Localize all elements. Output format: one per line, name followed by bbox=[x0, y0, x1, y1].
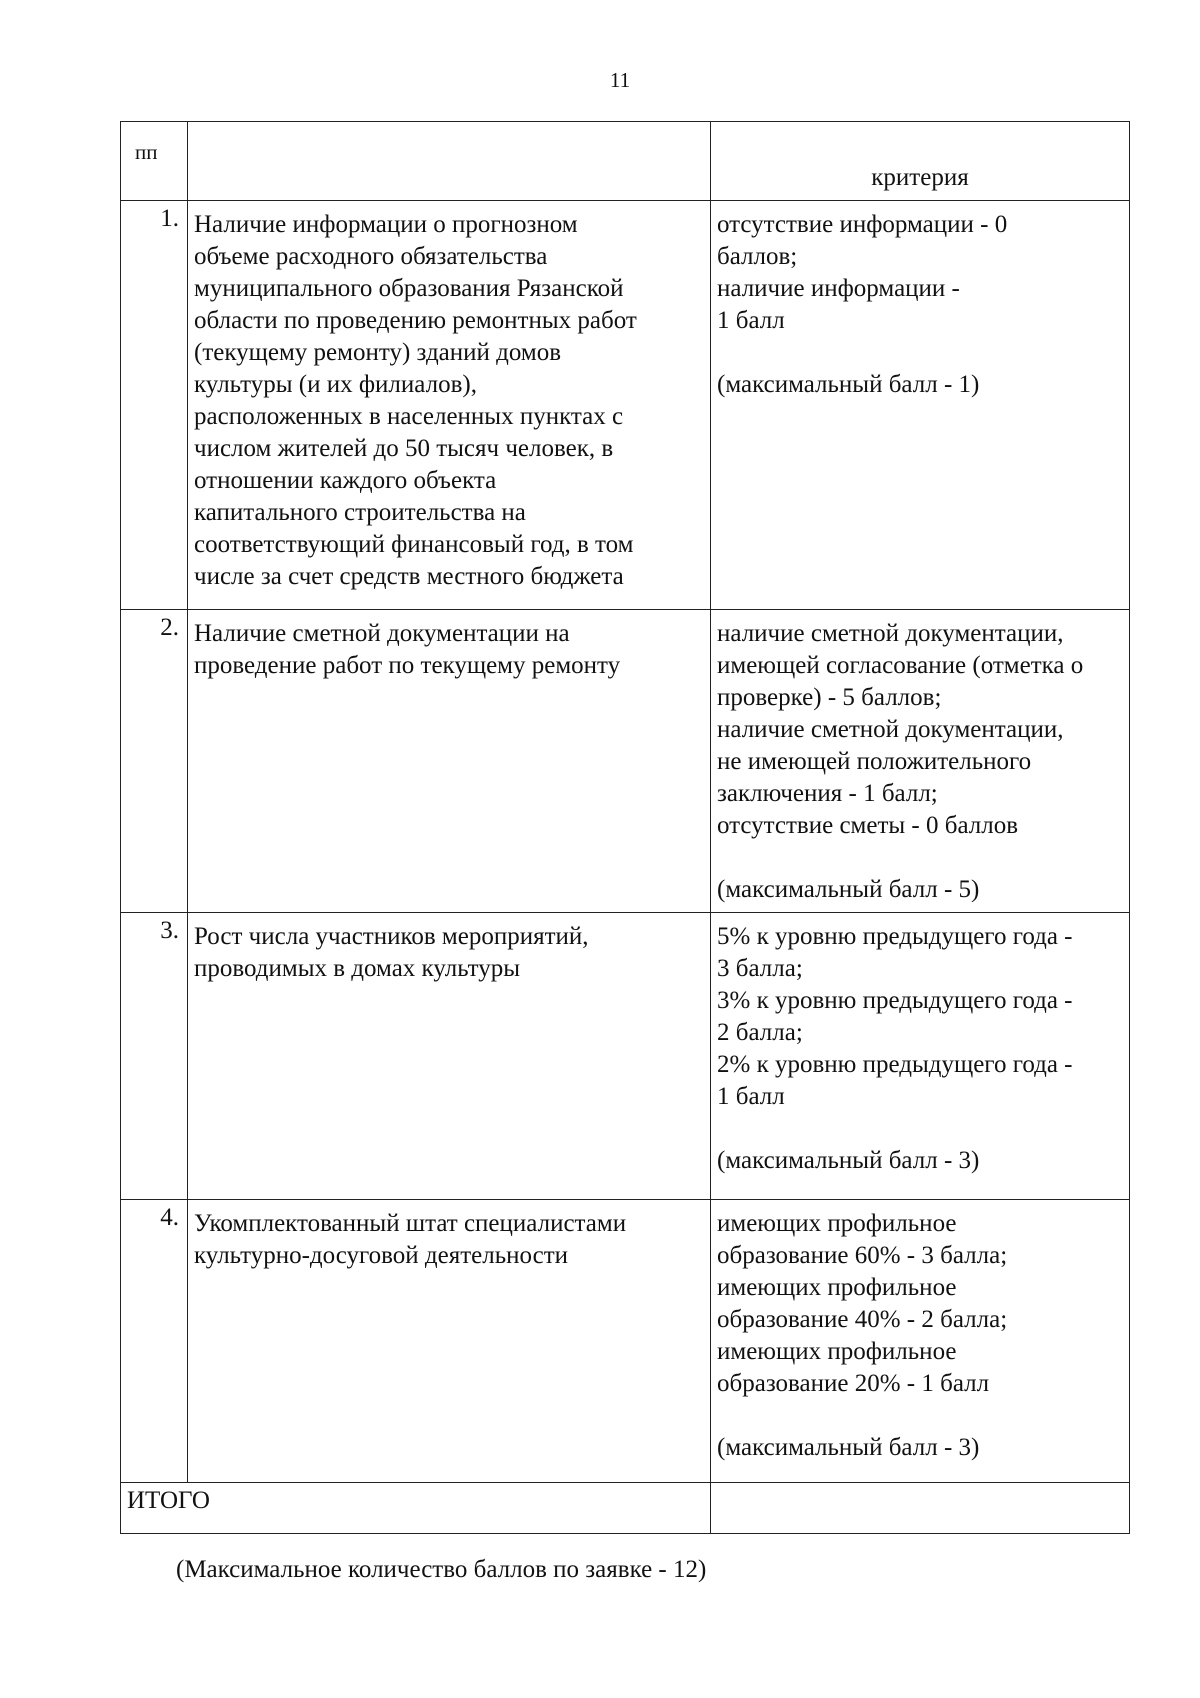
max-score: (максимальный балл - 5) bbox=[717, 876, 980, 903]
header-criteria: критерия bbox=[711, 122, 1130, 201]
row-criteria bbox=[711, 201, 1130, 610]
header-name bbox=[188, 122, 711, 201]
criteria-line: имеющей согласование (отметка о bbox=[717, 652, 1084, 679]
criteria-line: наличие информации - bbox=[717, 275, 960, 302]
criteria-line: 1 балл bbox=[717, 1083, 785, 1110]
criteria-line: имеющих профильное bbox=[717, 1210, 957, 1237]
row-name-line: Укомплектованный штат специалистами bbox=[194, 1210, 627, 1237]
row-name bbox=[188, 610, 711, 913]
criteria-line: проверке) - 5 баллов; bbox=[717, 684, 942, 711]
row-name-line: культурно-досуговой деятельности bbox=[194, 1242, 569, 1269]
table-row bbox=[121, 1200, 1130, 1483]
criteria-line: 2% к уровню предыдущего года - bbox=[717, 1051, 1073, 1078]
table-header-row bbox=[121, 122, 1130, 201]
row-criteria bbox=[711, 1200, 1130, 1483]
total-label: ИТОГО bbox=[121, 1483, 711, 1534]
row-name-line: расположенных в населенных пунктах с bbox=[194, 403, 624, 430]
row-name-line: проводимых в домах культуры bbox=[194, 955, 521, 982]
row-criteria bbox=[711, 913, 1130, 1200]
criteria-line: отсутствие сметы - 0 баллов bbox=[717, 812, 1019, 839]
row-number: 1. bbox=[121, 201, 188, 610]
criteria-line: 3 балла; bbox=[717, 955, 803, 982]
footer-note: (Максимальное количество баллов по заявке - 12) bbox=[176, 1556, 707, 1583]
criteria-line: образование 60% - 3 балла; bbox=[717, 1242, 1008, 1269]
criteria-line: 3% к уровню предыдущего года - bbox=[717, 987, 1073, 1014]
row-name-line: Наличие сметной документации на bbox=[194, 620, 570, 647]
criteria-line: образование 40% - 2 балла; bbox=[717, 1306, 1008, 1333]
row-name-line: числом жителей до 50 тысяч человек, в bbox=[194, 435, 614, 462]
row-name-line: капитального строительства на bbox=[194, 499, 526, 526]
criteria-line: 5% к уровню предыдущего года - bbox=[717, 923, 1073, 950]
criteria-line: образование 20% - 1 балл bbox=[717, 1370, 990, 1397]
row-name-line: (текущему ремонту) зданий домов bbox=[194, 339, 562, 366]
row-name bbox=[188, 1200, 711, 1483]
criteria-line: заключения - 1 балл; bbox=[717, 780, 938, 807]
page-number: 11 bbox=[609, 68, 631, 92]
row-name-line: муниципального образования Рязанской bbox=[194, 275, 624, 302]
row-name bbox=[188, 913, 711, 1200]
header-num: пп bbox=[121, 122, 188, 201]
criteria-line: имеющих профильное bbox=[717, 1274, 957, 1301]
table-row bbox=[121, 201, 1130, 610]
row-name-line: Наличие информации о прогнозном bbox=[194, 211, 578, 238]
criteria-line: не имеющей положительного bbox=[717, 748, 1032, 775]
table-row bbox=[121, 913, 1130, 1200]
criteria-line: отсутствие информации - 0 bbox=[717, 211, 1008, 238]
row-name-line: проведение работ по текущему ремонту bbox=[194, 652, 621, 679]
row-name-line: Рост числа участников мероприятий, bbox=[194, 923, 589, 950]
max-score: (максимальный балл - 1) bbox=[717, 371, 980, 398]
row-name-line: объеме расходного обязательства bbox=[194, 243, 548, 270]
row-name-line: отношении каждого объекта bbox=[194, 467, 497, 494]
row-name-line: культуры (и их филиалов), bbox=[194, 371, 477, 398]
criteria-line: имеющих профильное bbox=[717, 1338, 957, 1365]
total-value bbox=[711, 1483, 1130, 1534]
row-criteria bbox=[711, 610, 1130, 913]
row-name-line: соответствующий финансовый год, в том bbox=[194, 531, 634, 558]
table-row bbox=[121, 610, 1130, 913]
row-number: 4. bbox=[121, 1200, 188, 1483]
criteria-line: 2 балла; bbox=[717, 1019, 803, 1046]
row-number: 2. bbox=[121, 610, 188, 913]
total-row bbox=[121, 1483, 1130, 1534]
criteria-line: наличие сметной документации, bbox=[717, 620, 1064, 647]
row-name bbox=[188, 201, 711, 610]
criteria-line: 1 балл bbox=[717, 307, 785, 334]
criteria-line: наличие сметной документации, bbox=[717, 716, 1064, 743]
max-score: (максимальный балл - 3) bbox=[717, 1434, 980, 1461]
row-name-line: числе за счет средств местного бюджета bbox=[194, 563, 624, 590]
row-number: 3. bbox=[121, 913, 188, 1200]
criteria-line: баллов; bbox=[717, 243, 798, 270]
max-score: (максимальный балл - 3) bbox=[717, 1147, 980, 1174]
criteria-table bbox=[120, 121, 1130, 1534]
row-name-line: области по проведению ремонтных работ bbox=[194, 307, 637, 334]
